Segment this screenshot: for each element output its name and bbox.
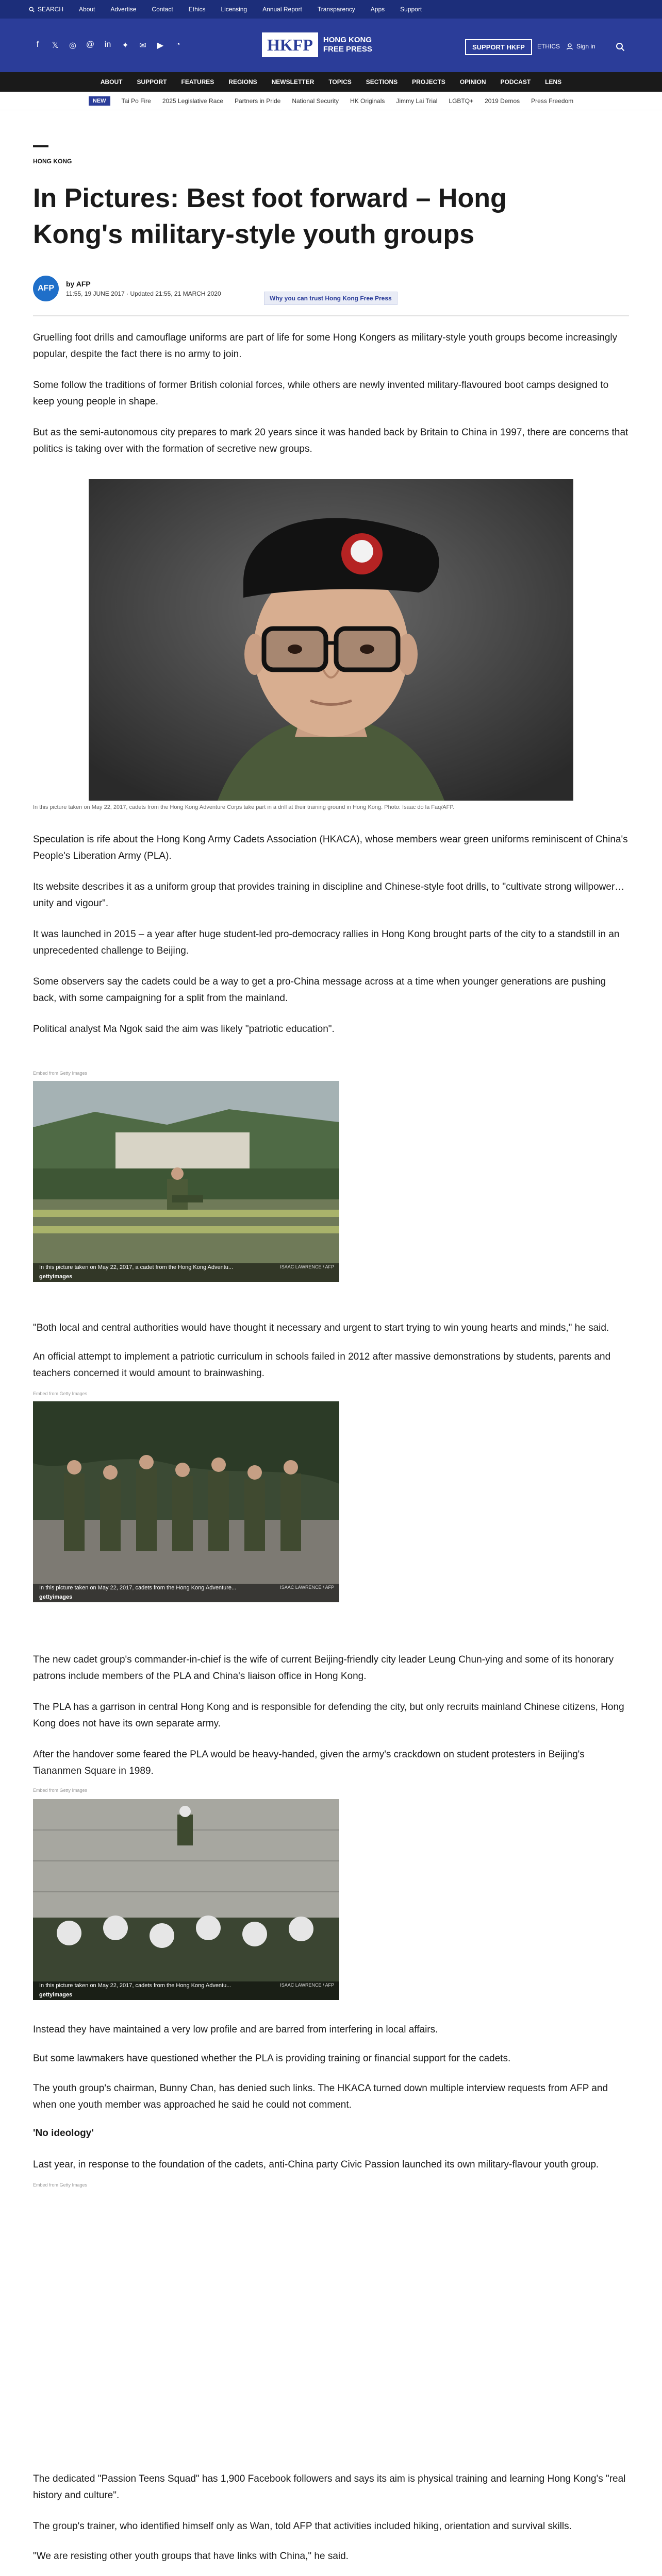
- paragraph: Its website describes it as a uniform group that provides training in discipline and Chinese-style foot drills, to "cultivate strong willpower… unity and vigour".: [33, 882, 625, 909]
- search-icon: [29, 7, 35, 12]
- new-badge: NEW: [89, 96, 110, 106]
- paragraph: Last year, in response to the foundation of the cadets, anti-China party Civic Passion launched its own military-flavour youth group.: [33, 2159, 599, 2170]
- nav-item-regions[interactable]: REGIONS: [228, 78, 257, 86]
- section-subhead: 'No ideology': [33, 2128, 94, 2139]
- support-button[interactable]: SUPPORT HKFP: [465, 39, 532, 55]
- trending-item[interactable]: Partners in Pride: [234, 97, 281, 105]
- article-title: In Pictures: Best foot forward – Hong Kong's military-style youth groups: [33, 183, 507, 249]
- embed-label: Embed from Getty Images: [33, 1788, 88, 1793]
- main-nav: [0, 72, 662, 92]
- cadet-portrait-illustration: [89, 479, 573, 801]
- top-utility-bar: [0, 0, 662, 19]
- getty-logo[interactable]: gettyimages: [39, 1992, 73, 1998]
- photo-credit: ISAAC LAWRENCE / AFP: [280, 1264, 334, 1269]
- facebook-icon[interactable]: f: [36, 40, 39, 49]
- nav-item-projects[interactable]: PROJECTS: [412, 78, 445, 86]
- trending-item[interactable]: 2019 Demos: [485, 97, 520, 105]
- cadets-climbing-wall-illustration: [33, 1799, 339, 2000]
- trust-badge[interactable]: Why you can trust Hong Kong Free Press: [264, 292, 398, 305]
- paragraph: The group's trainer, who identified himself only as Wan, told AFP that activities included hiking, orientation and survival skills.: [33, 2521, 572, 2532]
- paragraph: The PLA has a garrison in central Hong Kong and is responsible for defending the city, but only recruits mainland Chinese citizens, Hong Kong does not have its own separate army.: [33, 1702, 624, 1729]
- signin-link[interactable]: [566, 43, 595, 50]
- byline: [33, 276, 221, 301]
- nav-item-support[interactable]: SUPPORT: [137, 78, 167, 86]
- paragraph: An official attempt to implement a patriotic curriculum in schools failed in 2012 after massive demonstrations by students, parents and teachers concerned it would amount to brainwashing.: [33, 1351, 611, 1379]
- topbar-link-contact[interactable]: Contact: [152, 6, 173, 13]
- getty-logo[interactable]: gettyimages: [39, 1274, 73, 1280]
- nav-item-newsletter[interactable]: NEWSLETTER: [271, 78, 315, 86]
- paragraph: Instead they have maintained a very low profile and are barred from interfering in local affairs.: [33, 2024, 438, 2035]
- nav-item-topics[interactable]: TOPICS: [328, 78, 352, 86]
- topbar-link-annual-report[interactable]: Annual Report: [262, 6, 302, 13]
- article-category[interactable]: HONG KONG: [33, 158, 72, 165]
- trending-item[interactable]: LGBTQ+: [449, 97, 474, 105]
- rss-icon[interactable]: ◔: [175, 40, 180, 49]
- photo-caption-overlay: [33, 1981, 339, 2000]
- ethics-link[interactable]: ETHICS: [537, 43, 560, 50]
- paragraph: Some observers say the cadets could be a way to get a pro-China message across at a time when younger generations are pushing back, with some campaigning for a split from the mainland.: [33, 976, 606, 1004]
- nav-item-about[interactable]: ABOUT: [100, 78, 123, 86]
- search-link[interactable]: [29, 6, 63, 13]
- photo-caption: In this picture taken on May 22, 2017, cadets from the Hong Kong Adventu...: [39, 1982, 231, 1989]
- threads-icon[interactable]: @: [86, 40, 95, 49]
- trending-item[interactable]: Tai Po Fire: [121, 97, 151, 105]
- site-header: [0, 19, 662, 72]
- paragraph: Some follow the traditions of former British colonial forces, while others are newly invented military-flavoured boot camps designed to keep young people in shape.: [33, 380, 609, 407]
- paragraph: But some lawmakers have questioned whether the PLA is providing training or financial support for the cadets.: [33, 2053, 511, 2064]
- paragraph: After the handover some feared the PLA would be heavy-handed, given the army's crackdown on student protesters in Beijing's Tiananmen Square in 1989.: [33, 1749, 585, 1776]
- topbar-link-ethics[interactable]: Ethics: [188, 6, 206, 13]
- nav-item-podcast[interactable]: PODCAST: [500, 78, 531, 86]
- paragraph: It was launched in 2015 – a year after huge student-led pro-democracy rallies in Hong Kong brought parts of the city to a standstill in an unprecedented challenge to Beijing.: [33, 929, 620, 956]
- paragraph: "We are resisting other youth groups that have links with China," he said.: [33, 2551, 349, 2562]
- embedded-photo[interactable]: [33, 1799, 339, 2000]
- photo-caption-overlay: [33, 1584, 339, 1602]
- paragraph: But as the semi-autonomous city prepares to mark 20 years since it was handed back by Britain to China in 1997, there are concerns that politics is taking over with the formation of secretive new groups.: [33, 427, 628, 454]
- embed-label: Embed from Getty Images: [33, 2182, 88, 2188]
- hero-caption: In this picture taken on May 22, 2017, cadets from the Hong Kong Adventure Corps take part in a drill at their training ground in Hong Kong. Photo: Isaac do la Faq/AFP.: [33, 804, 455, 810]
- photo-credit: ISAAC LAWRENCE / AFP: [280, 1585, 334, 1590]
- embedded-photo[interactable]: [33, 1401, 339, 1602]
- photo-caption: In this picture taken on May 22, 2017, cadets from the Hong Kong Adventure...: [39, 1585, 237, 1591]
- photo-caption-overlay: [33, 1263, 339, 1282]
- topbar-link-apps[interactable]: Apps: [370, 6, 385, 13]
- trending-item[interactable]: National Security: [292, 97, 339, 105]
- paragraph: The youth group's chairman, Bunny Chan, has denied such links. The HKACA turned down multiple interview requests from AFP and when one youth member was approached he said he could not comment.: [33, 2083, 608, 2110]
- embedded-photo[interactable]: [33, 1081, 339, 1282]
- site-logo[interactable]: [262, 32, 372, 57]
- nav-item-lens[interactable]: LENS: [545, 78, 562, 86]
- header-search-icon[interactable]: [616, 42, 625, 52]
- topbar-link-support[interactable]: Support: [400, 6, 422, 13]
- trending-item[interactable]: 2025 Legislative Race: [162, 97, 223, 105]
- cadet-resting-illustration: [33, 1081, 339, 1282]
- trending-item[interactable]: Press Freedom: [531, 97, 574, 105]
- youtube-icon[interactable]: ▶: [157, 41, 164, 50]
- linkedin-icon[interactable]: in: [104, 40, 111, 49]
- paragraph: Speculation is rife about the Hong Kong Army Cadets Association (HKACA), whose members wear green uniforms reminiscent of China's People's Liberation Army (PLA).: [33, 834, 628, 861]
- paragraph: Political analyst Ma Ngok said the aim was likely "patriotic education".: [33, 1024, 335, 1035]
- nav-item-features[interactable]: FEATURES: [181, 78, 214, 86]
- signin-label: Sign in: [576, 43, 595, 50]
- nav-item-opinion[interactable]: OPINION: [459, 78, 486, 86]
- article-dates: 11:55, 19 JUNE 2017 · Updated 21:55, 21 MARCH 2020: [66, 290, 221, 297]
- photo-credit: ISAAC LAWRENCE / AFP: [280, 1982, 334, 1988]
- trending-item[interactable]: Jimmy Lai Trial: [396, 97, 438, 105]
- hero-image: [89, 479, 573, 801]
- search-label: SEARCH: [38, 6, 64, 13]
- paragraph: "Both local and central authorities would have thought it necessary and urgent to start trying to win young hearts and minds," he said.: [33, 1323, 609, 1333]
- social-links: [33, 40, 183, 50]
- instagram-icon[interactable]: ◎: [69, 41, 76, 50]
- trending-bar: [0, 92, 662, 110]
- author-name[interactable]: by AFP: [66, 280, 91, 288]
- logo-line-1: HONG KONG: [323, 36, 372, 44]
- embed-label: Embed from Getty Images: [33, 1071, 88, 1076]
- category-rule: [33, 145, 48, 147]
- byline-text: [66, 280, 221, 297]
- cadets-marching-illustration: [33, 1401, 339, 1602]
- paragraph: The dedicated "Passion Teens Squad" has 1,900 Facebook followers and says its aim is physical training and learning Hong Kong's "real history and culture".: [33, 2473, 626, 2501]
- user-icon: [566, 43, 573, 50]
- paragraph: Gruelling foot drills and camouflage uniforms are part of life for some Hong Kongers as military-style youth groups become increasingly popular, despite the fact there is no army to join.: [33, 332, 618, 360]
- topbar-link-about[interactable]: About: [79, 6, 95, 13]
- bluesky-icon[interactable]: ✦: [122, 41, 129, 50]
- nav-item-sections[interactable]: SECTIONS: [366, 78, 398, 86]
- photo-caption: In this picture taken on May 22, 2017, a cadet from the Hong Kong Adventu...: [39, 1264, 234, 1270]
- embed-label: Embed from Getty Images: [33, 1391, 88, 1396]
- logo-mark: HKFP: [262, 32, 318, 57]
- logo-line-2: FREE PRESS: [323, 45, 372, 54]
- topbar-link-transparency[interactable]: Transparency: [317, 6, 355, 13]
- logo-wordmark: [323, 36, 372, 54]
- topbar-link-licensing[interactable]: Licensing: [221, 6, 247, 13]
- trending-item[interactable]: HK Originals: [350, 97, 385, 105]
- author-avatar[interactable]: AFP: [33, 276, 59, 301]
- x-icon[interactable]: 𝕏: [52, 41, 59, 50]
- paragraph: The new cadet group's commander-in-chief is the wife of current Beijing-friendly city leader Leung Chun-ying and some of its honorary patrons include members of the PLA and China's liaison office in Hong Kong.: [33, 1654, 614, 1682]
- email-icon[interactable]: ✉: [139, 41, 146, 50]
- header-divider: [33, 315, 629, 316]
- topbar-link-advertise[interactable]: Advertise: [110, 6, 137, 13]
- getty-logo[interactable]: gettyimages: [39, 1594, 73, 1600]
